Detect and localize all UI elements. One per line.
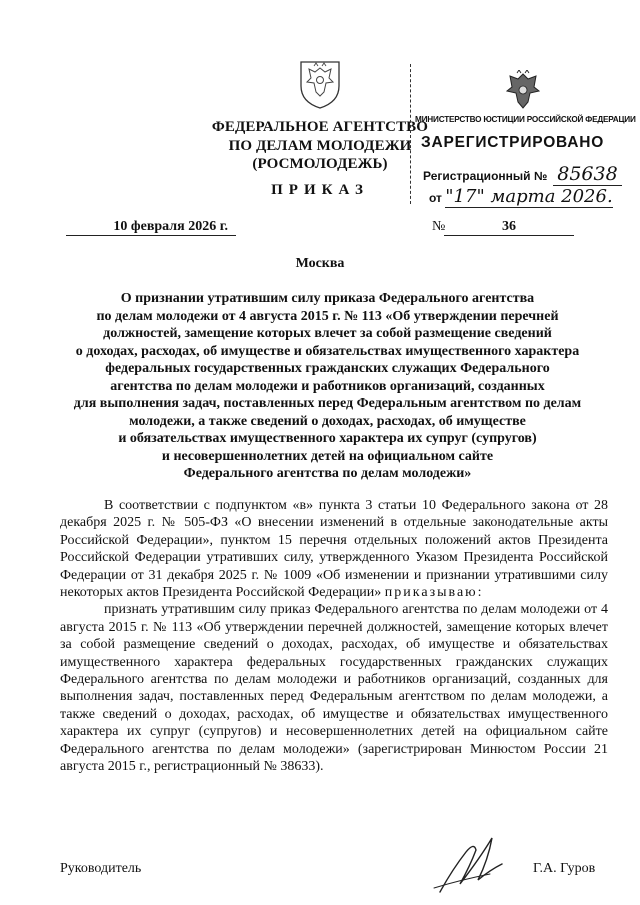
- agency-line-3: (РОСМОЛОДЕЖЬ): [252, 156, 388, 172]
- title-line: и несовершеннолетних детей на официальном сайте: [161, 448, 494, 464]
- registration-stamp: [410, 64, 636, 207]
- number-label: №: [432, 219, 446, 234]
- title-line: о доходах, расходах, об имуществе и обязательствах имущественного характера: [75, 343, 580, 359]
- document-type: ПРИКАЗ: [271, 182, 369, 198]
- agency-line-2: ПО ДЕЛАМ МОЛОДЕЖИ: [228, 137, 412, 154]
- body-paragraph-2: признать утратившим силу приказ Федерального агентства по делам молодежи от 4 августа 2015 г. № 113 «Об утверждении перечней должностей, замещение которых влечет за собой размещение сведений о доходах, расходах, об имуществе и обязательствах имущественного характера федеральных государственных гражданских служащих Федерального агентства по делам молодежи и работников организаций, созданных для выполнения задач, поставленных перед Федеральным агентством по делам молодежи, а также сведений о доходах, расходах, об имуществе и обязательствах имущественного характера их супруг (супругов) и несовершеннолетних детей на официальном сайте Федерального агентства по делам молодежи» (зарегистрирован Минюстом России 21 августа 2015 г., регистрационный № 38633).: [60, 602, 608, 775]
- stamp-registration-number: [423, 163, 622, 185]
- order-word: приказываю:: [384, 585, 484, 601]
- title-line: О признании утратившим силу приказа Федерального агентства: [120, 291, 535, 306]
- handwritten-signature-icon: [430, 830, 510, 900]
- stamp-date-value: "17" марта 2026.: [445, 186, 613, 207]
- document-title: [40, 290, 615, 483]
- city: Москва: [295, 256, 345, 271]
- body-paragraph-1: [60, 497, 608, 601]
- title-line: и обязательствах имущественного характера их супруг (супругов): [118, 431, 537, 446]
- title-line: молодежи, а также сведений о доходах, расходах, об имуществе: [129, 413, 526, 429]
- signatory-name: Г.А. Гуров: [533, 861, 596, 876]
- title-line: Федерального агентства по делам молодежи»: [183, 466, 472, 481]
- stamp-ministry: МИНИСТЕРСТВО ЮСТИЦИИ РОССИЙСКОЙ ФЕДЕРАЦИИ: [415, 115, 636, 124]
- body-preamble: В соответствии с подпунктом «в» пункта 3 статьи 10 Федерального закона от 28 декабря 2025 г. № 505-ФЗ «О внесении изменений в отдельные законодательные акты Российской Федерации», пунктом 15 перечня отдельных положений актов Президента Российской Федерации утративших силу, утвержденного Указом Президента Российской Федерации от 31 декабря 2025 г. № 1009 «Об изменении и признании утратившими силу некоторых актов Президента Российской Федерации»: [60, 498, 608, 601]
- stamp-registration-date: [429, 186, 613, 207]
- title-line: для выполнения задач, поставленных перед Федеральным агентством по делам: [73, 396, 582, 411]
- stamp-reg-label: Регистрационный №: [423, 169, 548, 183]
- agency-line-1: ФЕДЕРАЛЬНОЕ АГЕНТСТВО: [211, 119, 429, 135]
- title-line: должностей, замещение которых влечет за собой размещение сведений: [103, 326, 552, 341]
- stamp-reg-number: 85638: [553, 163, 621, 186]
- title-line: федеральных государственных гражданских служащих Федерального: [105, 361, 550, 376]
- stamp-date-prefix: от: [429, 191, 442, 205]
- title-line: по делам молодежи от 4 августа 2015 г. № 113 «Об утверждении перечней: [96, 308, 559, 324]
- document-body: [60, 497, 608, 776]
- stamp-status: ЗАРЕГИСТРИРОВАНО: [421, 134, 605, 151]
- coat-of-arms-icon: [297, 56, 343, 110]
- document-number: 36: [444, 219, 574, 236]
- document-date: 10 февраля 2026 г.: [66, 219, 236, 236]
- signatory-role: Руководитель: [60, 861, 142, 876]
- title-line: агентства по делам молодежи и работников организаций, созданных: [110, 378, 545, 394]
- stamp-coat-of-arms-icon: [503, 70, 543, 114]
